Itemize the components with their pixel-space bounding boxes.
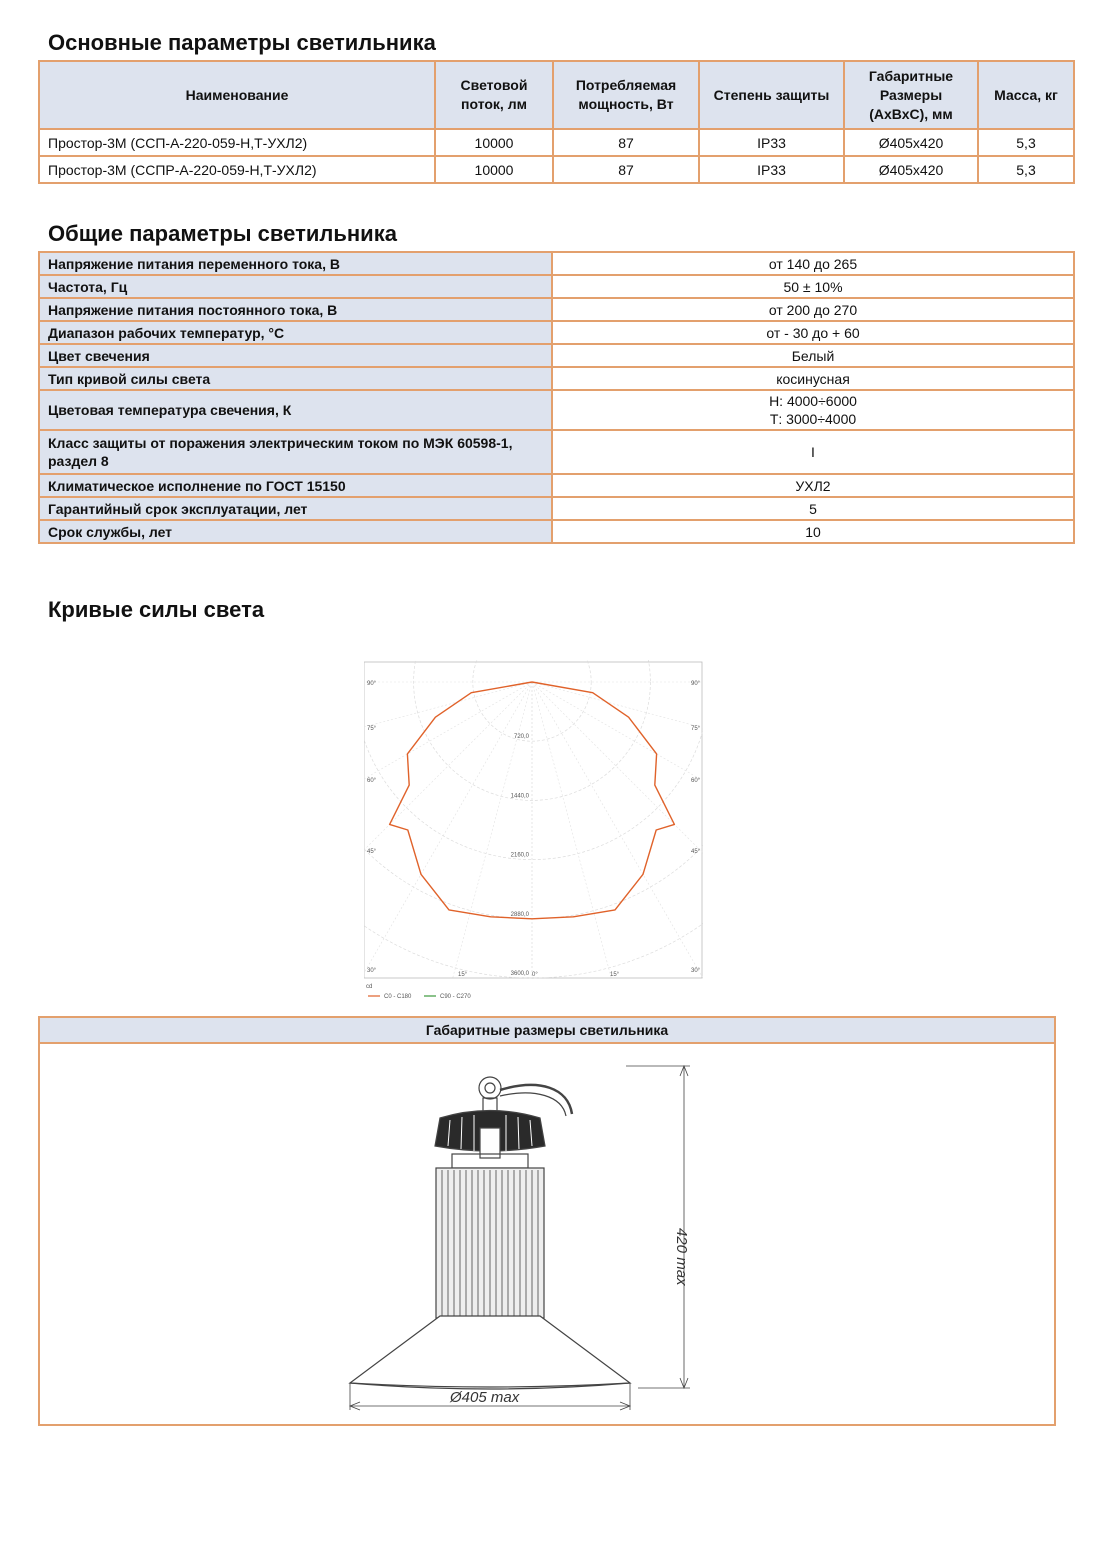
param-value: косинусная xyxy=(552,367,1074,390)
radial-tick-label: 720,0 xyxy=(513,734,529,741)
param-name: Климатическое исполнение по ГОСТ 15150 xyxy=(39,474,552,497)
angle-label-right: 60° xyxy=(691,778,701,784)
curves-title: Кривые силы света xyxy=(48,597,265,622)
cell-dimensions: Ø405х420 xyxy=(844,129,978,156)
table-row xyxy=(39,344,1074,367)
header-flux: Световой поток, лм xyxy=(435,61,553,129)
cell-power: 87 xyxy=(553,156,699,183)
main-params-title: Основные параметры светильника xyxy=(48,30,436,55)
param-value: I xyxy=(552,430,1074,474)
cell-flux: 10000 xyxy=(435,129,553,156)
diameter-label: Ø405 max xyxy=(450,1389,520,1406)
radial-tick-label: 3600,0 xyxy=(510,971,529,977)
param-name: Диапазон рабочих температур, °С xyxy=(39,321,552,344)
table-row xyxy=(39,321,1074,344)
angle-label-left: 90° xyxy=(367,681,377,687)
chart-frame xyxy=(364,662,702,978)
light-distribution-chart xyxy=(362,660,706,1004)
cell-name: Простор-3М (ССПР-А-220-059-Н,Т-УХЛ2) xyxy=(39,156,435,183)
cell-protection: IP33 xyxy=(699,129,844,156)
table-row xyxy=(39,497,1074,520)
angle-label-right: 75° xyxy=(691,726,701,732)
angle-label-left: 45° xyxy=(367,849,377,855)
param-value: 5 xyxy=(552,497,1074,520)
table-row xyxy=(39,275,1074,298)
legend-label-c90: C90 - C270 xyxy=(440,994,471,1000)
cell-flux: 10000 xyxy=(435,156,553,183)
chart-mask xyxy=(362,660,364,1004)
param-value: от - 30 до + 60 xyxy=(552,321,1074,344)
table-row xyxy=(39,156,1074,183)
param-value-line: Т: 3000÷4000 xyxy=(769,411,857,427)
angle-label-bottom: 15° xyxy=(458,972,468,978)
header-protection: Степень защиты xyxy=(699,61,844,129)
angle-label-bottom: 15° xyxy=(610,972,620,978)
param-name: Гарантийный срок эксплуатации, лет xyxy=(39,497,552,520)
param-name: Цвет свечения xyxy=(39,344,552,367)
header-mass: Масса, кг xyxy=(978,61,1074,129)
table-row xyxy=(39,367,1074,390)
param-name: Срок службы, лет xyxy=(39,520,552,543)
radial-tick-label: 2880,0 xyxy=(510,911,529,918)
dimensions-panel xyxy=(38,1016,1056,1426)
table-row xyxy=(39,298,1074,321)
header-power: Потребляемая мощность, Вт xyxy=(553,61,699,129)
radial-tick-label: 2160,0 xyxy=(510,852,529,859)
dimensions-title: Габаритные размеры светильника xyxy=(40,1018,1054,1044)
chart-mask xyxy=(362,979,706,1004)
param-value: УХЛ2 xyxy=(552,474,1074,497)
table-row xyxy=(39,252,1074,275)
param-value: Белый xyxy=(552,344,1074,367)
angle-label-left: 60° xyxy=(367,778,377,784)
param-value: 10 xyxy=(552,520,1074,543)
unit-label: cd xyxy=(366,984,373,990)
angle-label-bottom: 0° xyxy=(532,972,538,978)
table-row xyxy=(39,520,1074,543)
angle-label-right: 45° xyxy=(691,849,701,855)
param-name: Частота, Гц xyxy=(39,275,552,298)
cell-protection: IP33 xyxy=(699,156,844,183)
general-params-title: Общие параметры светильника xyxy=(48,221,397,246)
param-value: от 200 до 270 xyxy=(552,298,1074,321)
luminaire-drawing xyxy=(340,1058,740,1418)
cell-mass: 5,3 xyxy=(978,156,1074,183)
main-table-header-row xyxy=(39,61,1074,129)
angle-label-left: 30° xyxy=(367,968,377,974)
angle-label-right: 30° xyxy=(691,968,701,974)
main-params-table xyxy=(38,60,1075,184)
param-value-line: Н: 4000÷6000 xyxy=(769,393,857,409)
height-label: 420 max xyxy=(673,1228,690,1286)
table-row xyxy=(39,390,1074,430)
param-name: Тип кривой силы света xyxy=(39,367,552,390)
angle-label-right: 90° xyxy=(691,681,701,687)
cell-mass: 5,3 xyxy=(978,129,1074,156)
cell-dimensions: Ø405х420 xyxy=(844,156,978,183)
cell-power: 87 xyxy=(553,129,699,156)
ring-icon xyxy=(479,1077,501,1099)
radial-tick-label: 1440,0 xyxy=(510,793,529,800)
param-value: 50 ± 10% xyxy=(552,275,1074,298)
param-name: Класс защиты от поражения электрическим током по МЭК 60598-1, раздел 8 xyxy=(39,430,552,474)
param-value: от 140 до 265 xyxy=(552,252,1074,275)
param-name: Напряжение питания переменного тока, В xyxy=(39,252,552,275)
param-value xyxy=(552,390,1074,430)
angle-label-left: 75° xyxy=(367,726,377,732)
general-params-table xyxy=(38,251,1075,544)
polar-chart-svg xyxy=(362,660,706,1004)
chart-mask xyxy=(703,660,706,1004)
param-name: Цветовая температура свечения, К xyxy=(39,390,552,430)
table-row xyxy=(39,474,1074,497)
param-name: Напряжение питания постоянного тока, В xyxy=(39,298,552,321)
legend-label-c0: C0 - C180 xyxy=(384,994,412,1000)
header-name: Наименование xyxy=(39,61,435,129)
table-row xyxy=(39,430,1074,474)
cell-name: Простор-3М (ССП-А-220-059-Н,Т-УХЛ2) xyxy=(39,129,435,156)
header-dimensions: Габаритные Размеры (АхВхС), мм xyxy=(844,61,978,129)
table-row xyxy=(39,129,1074,156)
